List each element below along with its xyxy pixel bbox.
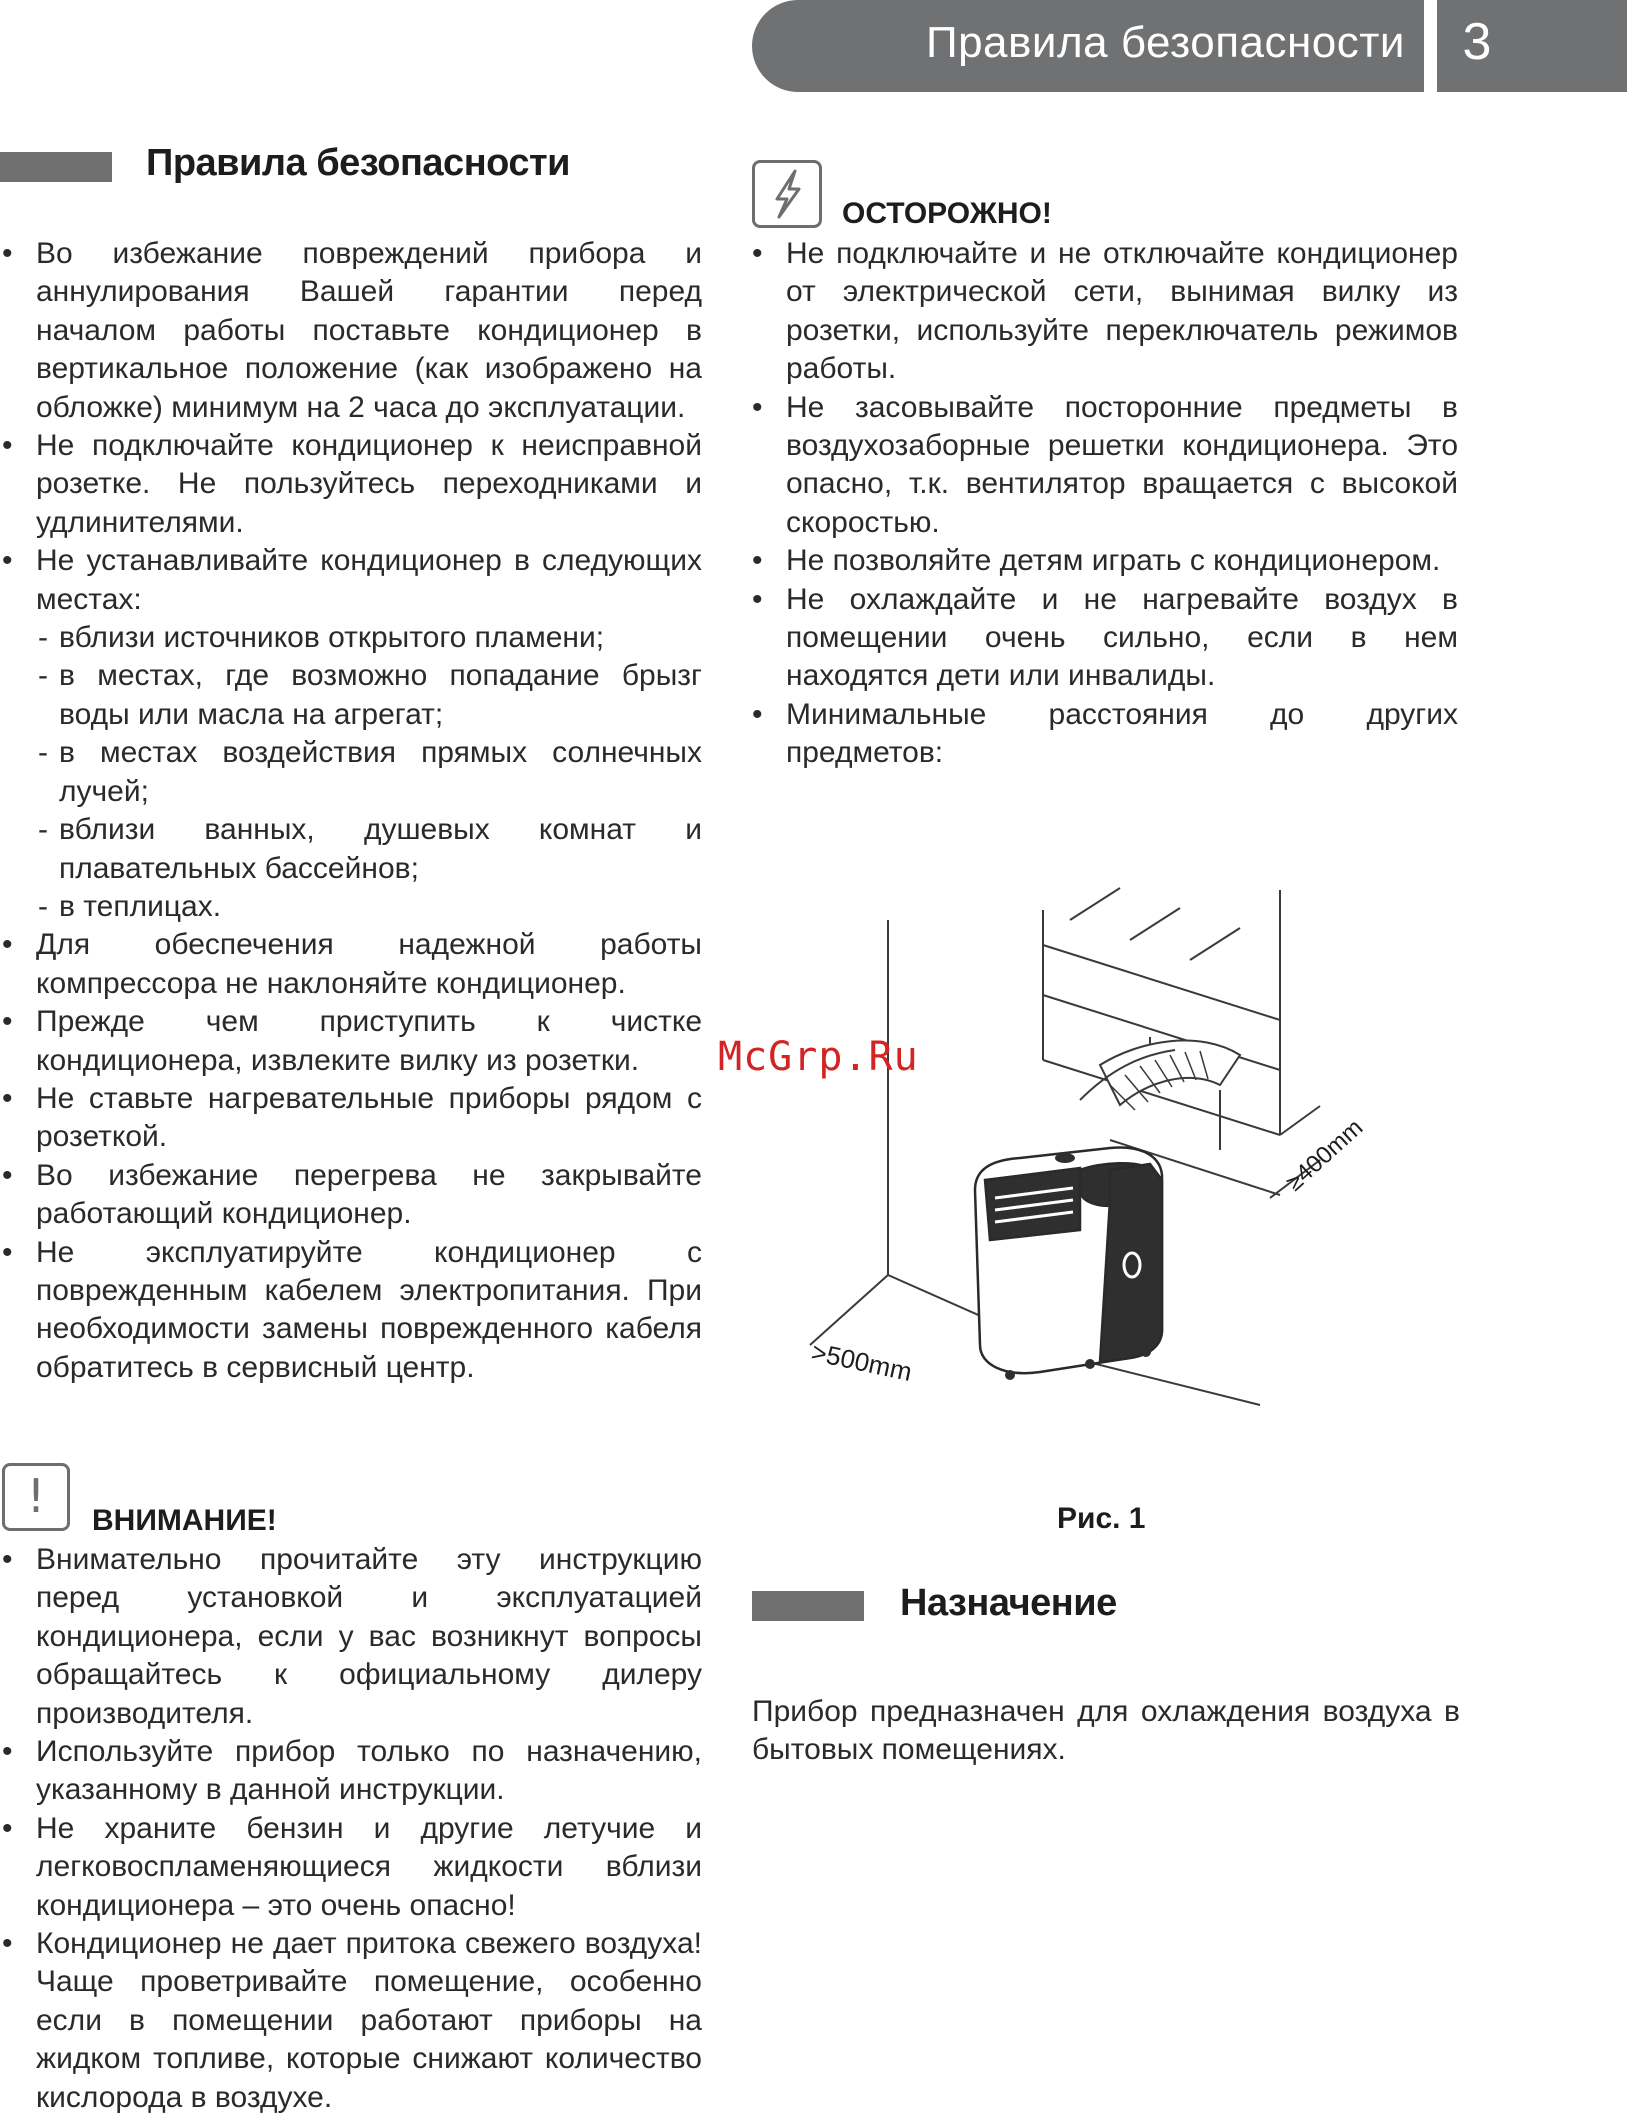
list-item: • Во избежание перегрева не закрывайте работающий кондиционер. [2, 1157, 702, 1234]
list-item: • Не устанавливайте кондиционер в следующих местах: [2, 542, 702, 619]
list-item: • Минимальные расстояния до других предметов: [752, 696, 1458, 773]
label-back-clearance: ≥400mm [1280, 1114, 1369, 1197]
watermark: McGrp.Ru [718, 1034, 919, 1080]
label-side-clearance: >500mm [808, 1336, 915, 1388]
list-item: • Прежде чем приступить к чистке кондиционера, извлеките вилку из розетки. [2, 1003, 702, 1080]
list-subitem: - вблизи ванных, душевых комнат и плавательных бассейнов; [2, 811, 702, 888]
list-subitem: - в теплицах. [2, 888, 702, 926]
list-subitem: - в местах воздействия прямых солнечных лучей; [2, 734, 702, 811]
list-item: • Не храните бензин и другие летучие и легковоспламеняющиеся жидкости вблизи кондиционера – это очень опасно! [2, 1810, 702, 1925]
attention-list [2, 1541, 702, 2117]
list-item: • Для обеспечения надежной работы компрессора не наклоняйте кондиционер. [2, 926, 702, 1003]
caution-list [752, 235, 1458, 773]
section-title-purpose: Назначение [900, 1582, 1117, 1624]
figure-caption: Рис. 1 [1057, 1502, 1146, 1535]
section-title-safety: Правила безопасности [146, 142, 570, 184]
caution-title: ОСТОРОЖНО! [842, 197, 1052, 230]
exclamation-icon: ! [2, 1463, 70, 1531]
list-item: • Не эксплуатируйте кондиционер с поврежденным кабелем электропитания. При необходимости замены поврежденного кабеля обратитесь в сервисный центр. [2, 1234, 702, 1388]
section-bar [0, 152, 112, 182]
list-item: • Не охлаждайте и не нагревайте воздух в помещении очень сильно, если в нем находятся дети или инвалиды. [752, 581, 1458, 696]
header-title: Правила безопасности [925, 18, 1405, 67]
attention-title: ВНИМАНИЕ! [92, 1504, 277, 1537]
list-item: • Во избежание повреждений прибора и аннулирования Вашей гарантии перед началом работы поставьте кондиционер в вертикальное положение (как изображено на обложке) минимум на 2 часа до эксплуатации. [2, 235, 702, 427]
lightning-icon [752, 160, 822, 228]
list-item: • Не позволяйте детям играть с кондиционером. [752, 542, 1458, 580]
page-number: 3 [1462, 13, 1492, 71]
list-item: • Не засовывайте посторонние предметы в воздухозаборные решетки кондиционера. Это опасно, т.к. вентилятор вращается с высокой скоростью. [752, 389, 1458, 543]
purpose-text: Прибор предназначен для охлаждения воздуха в бытовых помещениях. [752, 1695, 1460, 1767]
list-item: • Используйте прибор только по назначению, указанному в данной инструкции. [2, 1733, 702, 1810]
list-subitem: - в местах, где возможно попадание брызг воды или масла на агрегат; [2, 657, 702, 734]
list-item: • Внимательно прочитайте эту инструкцию перед установкой и эксплуатацией кондиционера, если у вас возникнут вопросы обращайтесь к официальному дилеру производителя. [2, 1541, 702, 1733]
list-subitem: - вблизи источников открытого пламени; [2, 619, 702, 657]
list-item: • Кондиционер не дает притока свежего воздуха! Чаще проветривайте помещение, особенно если в помещении работают приборы на жидком топливе, которые снижают количество кислорода в воздухе. [2, 1925, 702, 2117]
safety-list [2, 235, 702, 1387]
list-item: • Не ставьте нагревательные приборы рядом с розеткой. [2, 1080, 702, 1157]
list-item: • Не подключайте и не отключайте кондиционер от электрической сети, вынимая вилку из розетки, используйте переключатель режимов работы. [752, 235, 1458, 389]
figure-clearance-diagram [780, 880, 1380, 1440]
section-bar [752, 1591, 864, 1621]
list-item: • Не подключайте кондиционер к неисправной розетке. Не пользуйтесь переходниками и удлинителями. [2, 427, 702, 542]
